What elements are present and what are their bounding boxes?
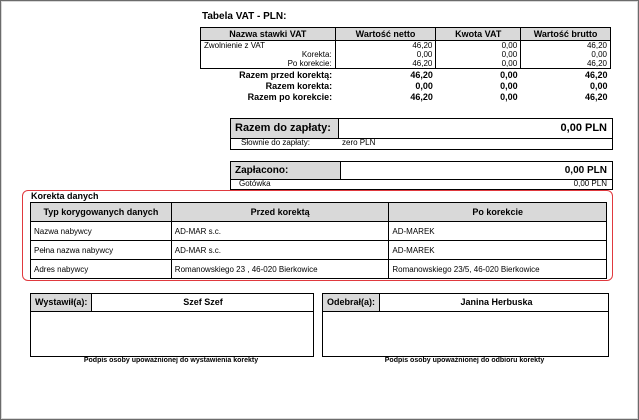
issuer-name: Szef Szef xyxy=(183,297,223,307)
vat-vat: 0,00 xyxy=(436,41,521,51)
vat-row xyxy=(201,59,611,69)
vat-table-title: Tabela VAT - PLN: xyxy=(202,11,287,22)
correction-after: AD-MAREK xyxy=(389,241,607,260)
amount-due-box xyxy=(230,118,613,139)
table-row xyxy=(31,260,607,279)
vat-sum-label: Razem po korekcie: xyxy=(247,91,333,102)
vat-brutto: 46,20 xyxy=(521,41,611,51)
vat-vat: 0,00 xyxy=(436,59,521,69)
vat-table-header-row xyxy=(201,28,611,41)
vat-table xyxy=(200,27,611,102)
cash-label: Gotówka xyxy=(239,179,271,188)
receiver-signature-caption: Podpis osoby upoważnionej do odbioru korekty xyxy=(384,357,545,364)
vat-row xyxy=(201,41,611,51)
vat-sum-netto: 0,00 xyxy=(415,80,433,91)
vat-netto: 46,20 xyxy=(335,41,436,51)
vat-sum-vat: 0,00 xyxy=(500,80,518,91)
issuer-signature-box xyxy=(30,293,314,357)
vat-sum-row xyxy=(201,91,611,102)
vat-sum-brutto: 0,00 xyxy=(589,80,608,91)
vat-brutto: 0,00 xyxy=(521,50,611,59)
correction-before: AD-MAR s.c. xyxy=(171,241,389,260)
receiver-signature-header xyxy=(323,294,608,312)
amount-in-words-label: Słownie do zapłaty: xyxy=(241,138,310,147)
vat-sum-row xyxy=(201,80,611,91)
correction-before: AD-MAR s.c. xyxy=(171,222,389,241)
vat-netto: 0,00 xyxy=(335,50,436,59)
issuer-signature-header xyxy=(31,294,313,312)
amount-in-words xyxy=(230,137,613,150)
correction-before: Romanowskiego 23 , 46-020 Bierkowice xyxy=(171,260,389,279)
receiver-signature-box xyxy=(322,293,609,357)
correction-type: Pełna nazwa nabywcy xyxy=(31,241,172,260)
correction-header-after: Po korekcie xyxy=(389,203,607,222)
cash-value: 0,00 PLN xyxy=(573,179,607,188)
amount-due-label: Razem do zapłaty: xyxy=(231,119,339,138)
amount-in-words-value: zero PLN xyxy=(342,138,376,147)
vat-sum-vat: 0,00 xyxy=(500,69,518,80)
vat-brutto: 46,20 xyxy=(521,59,611,69)
vat-sum-row xyxy=(201,69,611,81)
correction-header-type: Typ korygowanych danych xyxy=(31,203,172,222)
issuer-label: Wystawił(a): xyxy=(31,294,92,311)
vat-sum-vat: 0,00 xyxy=(500,91,518,102)
paid-value: 0,00 PLN xyxy=(564,165,607,176)
correction-after: Romanowskiego 23/5, 46-020 Bierkowice xyxy=(389,260,607,279)
issuer-signature-caption: Podpis osoby upoważnionej do wystawienia korekty xyxy=(83,357,259,364)
table-row xyxy=(31,241,607,260)
correction-after: AD-MAREK xyxy=(389,222,607,241)
correction-header-before: Przed korektą xyxy=(171,203,389,222)
vat-header-brutto: Wartość brutto xyxy=(521,28,611,41)
vat-vat: 0,00 xyxy=(436,50,521,59)
vat-sum-brutto: 46,20 xyxy=(584,91,608,102)
correction-type: Adres nabywcy xyxy=(31,260,172,279)
correction-table xyxy=(30,202,607,279)
vat-rate-name: Zwolnienie z VAT xyxy=(201,41,336,51)
vat-sum-netto: 46,20 xyxy=(410,91,433,102)
vat-sum-label: Razem korekta: xyxy=(265,80,333,91)
correction-header-row xyxy=(31,203,607,222)
vat-header-rate: Nazwa stawki VAT xyxy=(201,28,336,41)
vat-row xyxy=(201,50,611,59)
receiver-label: Odebrał(a): xyxy=(323,294,380,311)
vat-header-vat: Kwota VAT xyxy=(436,28,521,41)
table-row xyxy=(31,222,607,241)
cash-row xyxy=(230,178,613,190)
vat-row-label: Po korekcie: xyxy=(201,59,336,69)
vat-sum-label: Razem przed korektą: xyxy=(239,69,333,80)
paid-label: Zapłacono: xyxy=(231,162,341,179)
correction-type: Nazwa nabywcy xyxy=(31,222,172,241)
vat-row-label: Korekta: xyxy=(201,50,336,59)
receiver-name: Janina Herbuska xyxy=(460,297,533,307)
vat-netto: 46,20 xyxy=(335,59,436,69)
vat-sum-brutto: 46,20 xyxy=(584,69,608,80)
vat-header-netto: Wartość netto xyxy=(335,28,436,41)
vat-sum-netto: 46,20 xyxy=(410,69,433,80)
correction-title: Korekta danych xyxy=(31,191,99,201)
amount-due-value: 0,00 PLN xyxy=(560,122,607,134)
